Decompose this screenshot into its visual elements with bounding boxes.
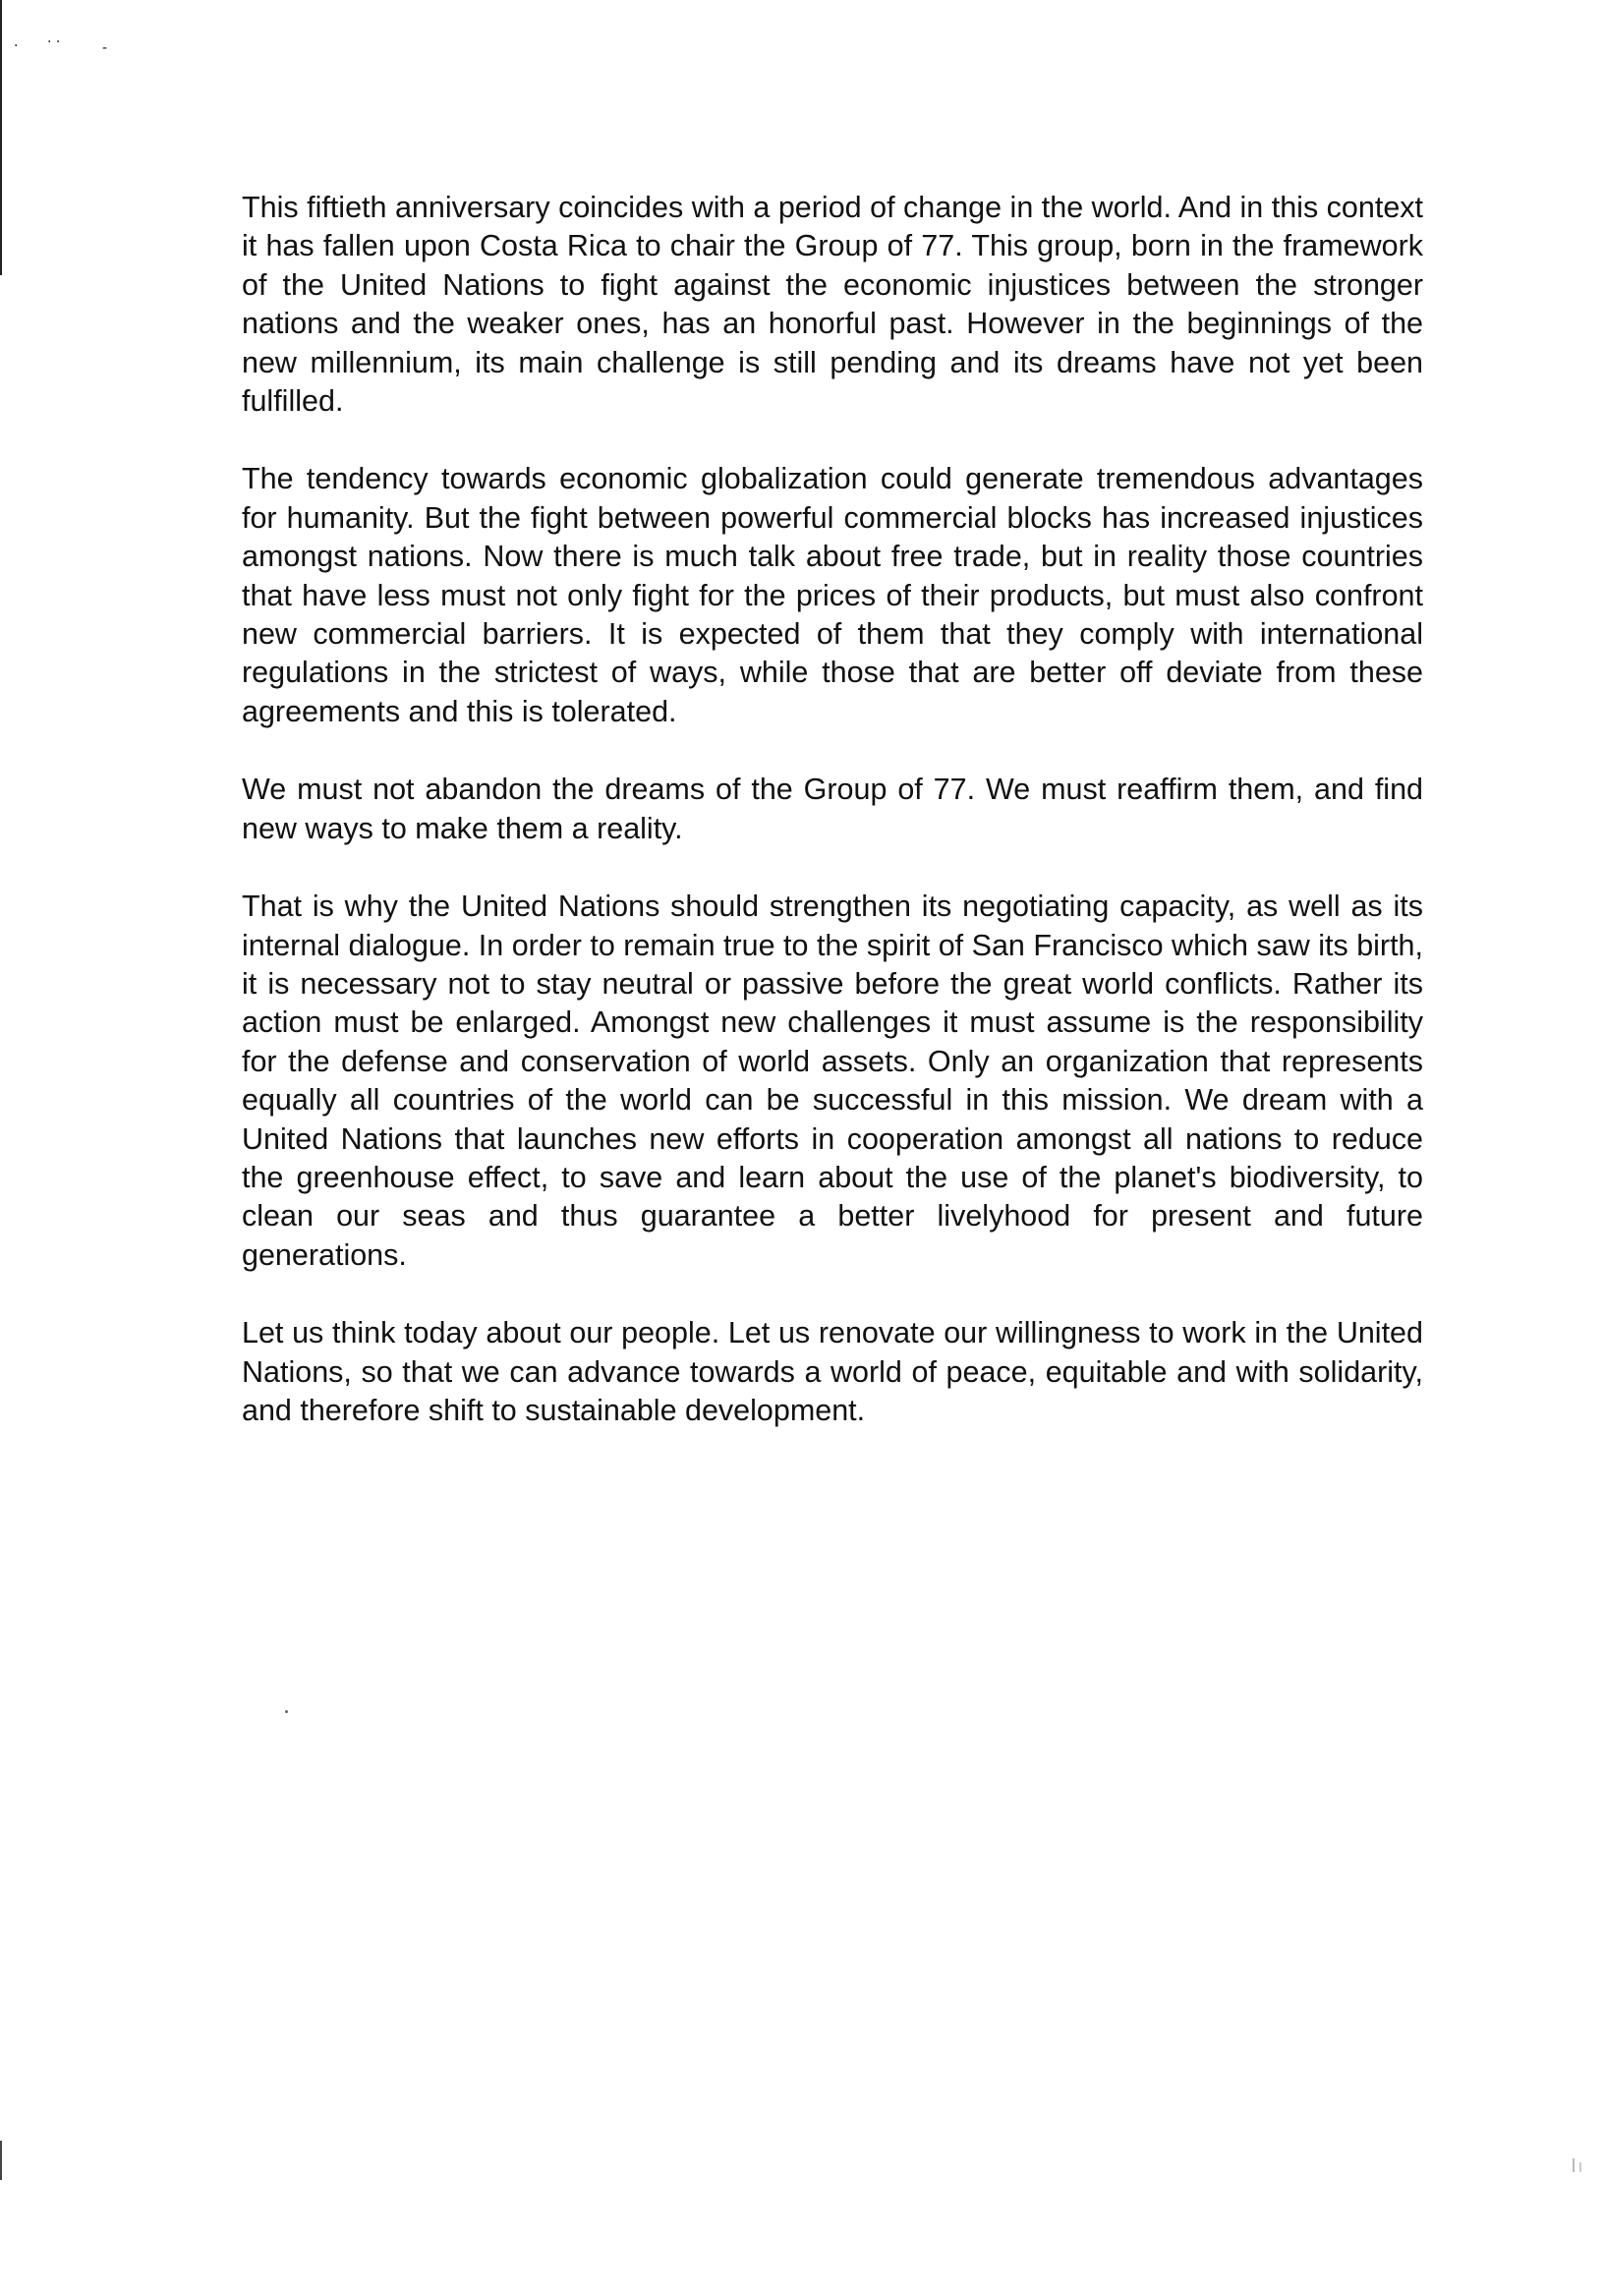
paragraph: That is why the United Nations should strengthen its negotiating capacity, as well as its internal dialogue. In order to remain true to the spirit of San Francisco which saw its birth, it is necessary not to stay neutral or passive before the great world conflicts. Rather its action must be enlarged. Amongst new challenges it must assume is the responsibility for the defense and conservation of world assets. Only an organization that represents equally all countries of the world can be successful in this mission. We dream with a United Nations that launches new efforts in cooperation amongst all nations to reduce the greenhouse effect, to save and learn about the use of the planet's biodiversity, to clean our seas and thus guarantee a better livelyhood for present and future generations.	[242, 890, 1423, 1272]
paragraph: We must not abandon the dreams of the Group of 77. We must reaffirm them, and find new ways to make them a reality.	[242, 773, 1423, 845]
scan-edge-line	[0, 0, 2, 275]
scan-speck	[285, 1710, 288, 1713]
paragraph: The tendency towards economic globalization could generate tremendous advantages for humanity. But the fight between powerful commercial blocks has increased injustices amongst nations. Now there is much talk about free trade, but in reality those countries that have less must not only fight for the prices of their products, but must also confront new commercial barriers. It is expected of them that they comply with international regulations in the strictest of ways, while those that are better off deviate from these agreements and this is tolerated.	[242, 462, 1423, 728]
scan-artifact-mark: · ·	[47, 34, 61, 50]
scan-speck	[1573, 2158, 1575, 2172]
scan-speck	[1579, 2162, 1581, 2172]
paragraph: This fiftieth anniversary coincides with a period of change in the world. And in this context it has fallen upon Costa Rica to chair the Group of 77. This group, born in the framework of the United Nations to fight against the economic injustices between the stronger nations and the weaker ones, has an honorful past. However in the beginnings of the new millennium, its main challenge is still pending and its dreams have not yet been fulfilled.	[242, 191, 1424, 419]
scan-edge-line	[0, 2141, 2, 2180]
document-body	[242, 189, 1423, 1469]
paragraph: Let us think today about our people. Let us renovate our willingness to work in the United Nations, so that we can advance towards a world of peace, equitable and with solidarity, and therefore shift to sustainable development.	[242, 1316, 1423, 1427]
scan-artifact-mark: -	[102, 40, 108, 56]
scan-artifact-mark: ·	[14, 38, 19, 54]
